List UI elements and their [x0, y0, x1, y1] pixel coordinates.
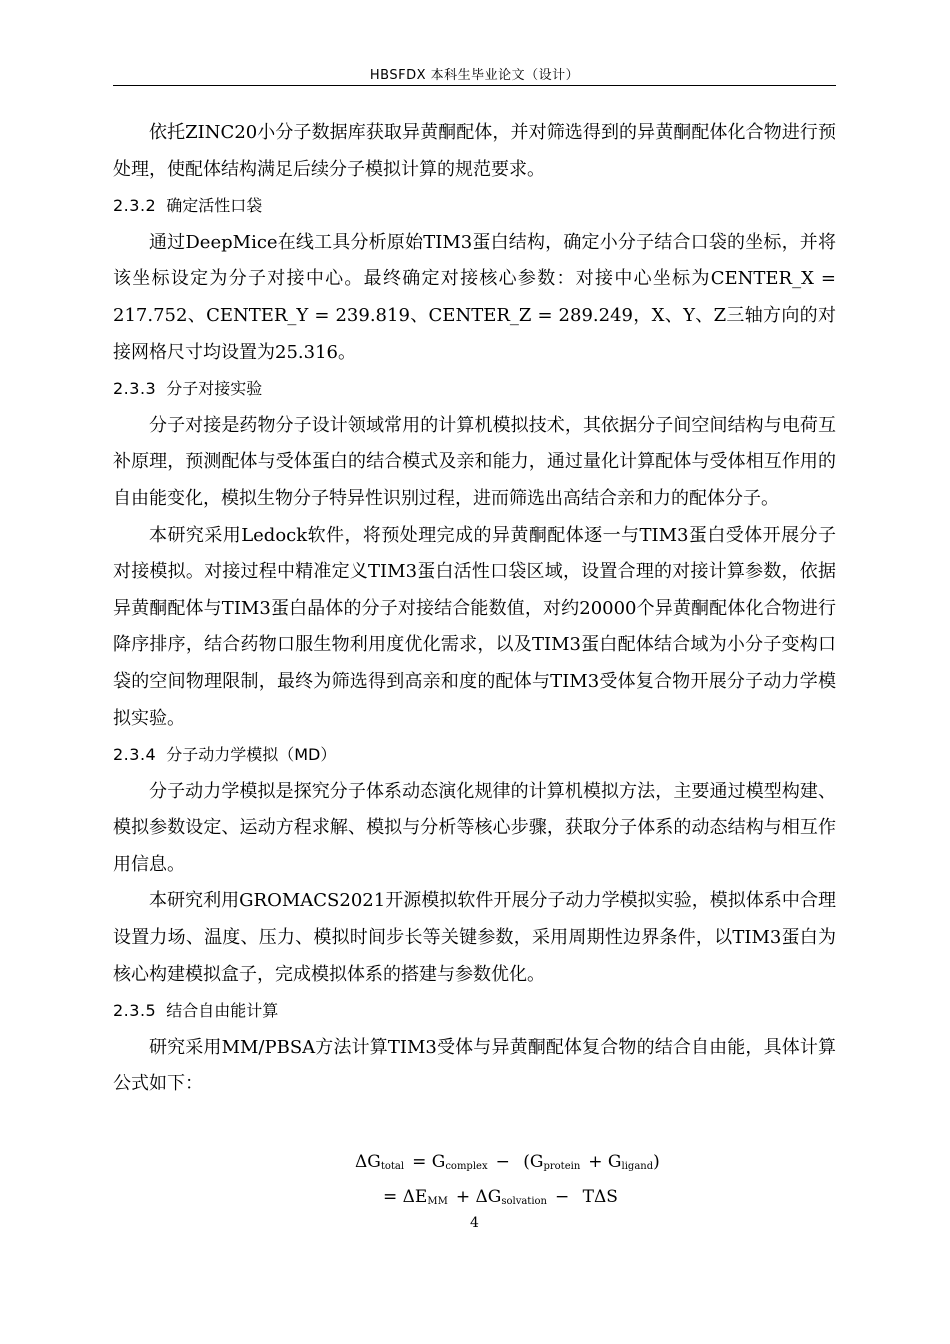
formula-subscript: solvation	[501, 1196, 547, 1207]
section-heading-2-3-4	[113, 737, 836, 774]
paragraph-md-intro: 分子动力学模拟是探究分子体系动态演化规律的计算机模拟方法，主要通过模型构建、模拟参数设定、运动方程求解、模拟与分析等核心步骤，获取分子体系的动态结构与相互作用信息。	[113, 780, 836, 875]
formula-subscript: MM	[427, 1196, 448, 1207]
formula-operator: −	[554, 1187, 570, 1207]
formula-term: G	[529, 1152, 544, 1172]
formula-line-1	[113, 1152, 950, 1172]
section-number: 2.3.4	[113, 745, 157, 765]
section-heading-2-3-5	[113, 993, 836, 1030]
formula-term: ΔG	[475, 1187, 502, 1207]
body-text	[113, 115, 836, 1103]
header-rule	[113, 85, 836, 86]
formula-line-2	[113, 1187, 950, 1207]
formula-paren: (	[523, 1152, 530, 1172]
formula-operator: +	[588, 1152, 603, 1172]
paragraph-mmpbsa: 研究采用MM/PBSA方法计算TIM3受体与异黄酮配体复合物的结合自由能，具体计算公式如下：	[113, 1036, 836, 1095]
formula-term: G	[431, 1152, 446, 1172]
formula-operator: +	[455, 1187, 471, 1207]
paragraph-md-method: 本研究利用GROMACS2021开源模拟软件开展分子动力学模拟实验，模拟体系中合理设置力场、温度、压力、模拟时间步长等关键参数，采用周期性边界条件，以TIM3蛋白为核心构建模拟盒子，完成模拟体系的搭建与参数优化。	[113, 890, 836, 985]
section-title: 分子动力学模拟（MD）	[166, 745, 337, 765]
paragraph-docking-method: 本研究采用Ledock软件，将预处理完成的异黄酮配体逐一与TIM3蛋白受体开展分子对接模拟。对接过程中精准定义TIM3蛋白活性口袋区域，设置合理的对接计算参数，依据异黄酮配体与TIM3蛋白晶体的分子对接结合能数值，对约20000个异黄酮配体化合物进行降序排序，结合药物口服生物利用度优化需求，以及TIM3蛋白配体结合域为小分子变构口袋的空间物理限制，最终为筛选得到高亲和度的配体与TIM3受体复合物开展分子动力学模拟实验。	[113, 524, 836, 729]
section-heading-2-3-2	[113, 188, 836, 225]
formula-operator: −	[495, 1152, 510, 1172]
section-number: 2.3.5	[113, 1001, 157, 1021]
running-header: HBSFDX 本科生毕业论文（设计）	[369, 68, 580, 83]
paragraph-ligand-prep: 依托ZINC20小分子数据库获取异黄酮配体，并对筛选得到的异黄酮配体化合物进行预处理，使配体结构满足后续分子模拟计算的规范要求。	[113, 122, 836, 180]
formula-subscript: protein	[543, 1161, 581, 1172]
formula-paren: )	[653, 1152, 660, 1172]
section-title: 分子对接实验	[166, 379, 263, 399]
formula-operator: =	[412, 1152, 427, 1172]
section-title: 确定活性口袋	[166, 196, 263, 216]
section-number: 2.3.3	[113, 379, 157, 399]
section-title: 结合自由能计算	[166, 1001, 279, 1021]
formula-operator: =	[383, 1187, 398, 1207]
formula-subscript: total	[380, 1161, 405, 1172]
formula-term: ΔG	[355, 1152, 381, 1172]
page-number: 4	[470, 1215, 479, 1231]
paragraph-pocket: 通过DeepMice在线工具分析原始TIM3蛋白结构，确定小分子结合口袋的坐标，并将该坐标设定为分子对接中心。最终确定对接核心参数：对接中心坐标为CENTER_X = 217.752、CENTER_Y = 239.819、CENTER_Z = 289.249，X、Y、Z三轴方向的对接网格尺寸均设置为25.316。	[113, 231, 836, 363]
formula-term: G	[607, 1152, 622, 1172]
section-heading-2-3-3	[113, 371, 836, 408]
formula-subscript: complex	[445, 1161, 488, 1172]
section-number: 2.3.2	[113, 196, 157, 216]
formula-term: ΔE	[402, 1187, 428, 1207]
formula-subscript: ligand	[621, 1161, 654, 1172]
formula-term: TΔS	[582, 1187, 618, 1207]
paragraph-docking-intro: 分子对接是药物分子设计领域常用的计算机模拟技术，其依据分子间空间结构与电荷互补原理，预测配体与受体蛋白的结合模式及亲和能力，通过量化计算配体与受体相互作用的自由能变化，模拟生物分子特异性识别过程，进而筛选出高结合亲和力的配体分子。	[113, 414, 836, 509]
